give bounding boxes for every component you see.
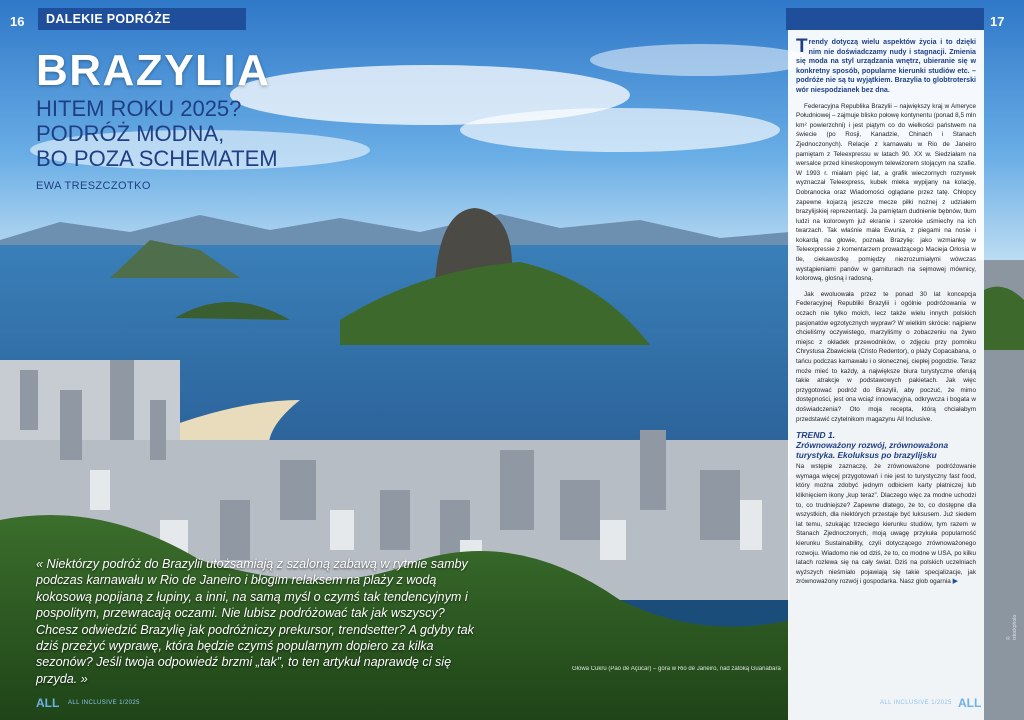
pull-quote: « Niektórzy podróż do Brazylii utożsamiają z szaloną zabawą w rytmie samby podczas karnawału w Rio de Janeiro i błogim relaksem na plaży z wodą kokosową popijaną z łupiny, a inni, na samą myśl o czymś tak tendencyjnym i pospolitym, przewracają oczami. Nie lubisz podróżować tak jak wszyscy? Chcesz odwiedzić Brazylię jak podróżniczy prekursor, trendsetter? A gdyby tak dziś przeżyć wyprawę, która będzie czymś popularnym dopiero za kilka sezonów? Jeśli twoja odpowiedź brzmi „tak”, to ten artykuł naprawdę ci się przyda. » bbox=[36, 557, 474, 686]
header-bar-right bbox=[786, 8, 984, 30]
page-number-right: 17 bbox=[990, 14, 1005, 29]
article-title: BRAZYLIA bbox=[36, 46, 271, 95]
subtitle-line: PODRÓŻ MODNA, bbox=[36, 121, 225, 146]
article-paragraph: Federacyjna Republika Brazylii – największy kraj w Ameryce Południowej – zajmuje blisko połowę kontynentu (ponad 8,5 mln km² powierzchni) i jest piątym co do wielkości państwem na świecie (po Rosji, Kanadzie, Chinach i Stanach Zjednoczonych). Relacje z karnawału w Rio de Janeiro pamiętam z Teleexpressu w latach 90. XX w. Siedziałam na wersalce przed kineskopowym telewizorem stojącym na szafie. W 1993 r. miałam pięć lat, a grafik wieczornych rozrywek wyznaczał Teleexpress, kubek mleka wypijany na kolację, Dobranocka oraz Wiadomości oglądane przez tatę. Chłopcy zapewne kojarzą jeszcze mecze piłki nożnej z udziałem brazylijskiej reprezentacji. Ja pamiętam dudnienie bębnów, tłum ludzi na kolorowym już ekranie i szerokie uśmiechy na ich twarzach. Tak właśnie mała Ewunia, z piegami na nosie i kokardą na głowie, poznała Brazylię: jako wzmiankę w Teleexpressie z komentarzem prowadzącego Macieja Orłosia w tle, ciekawostkę pomiędzy niezrozumiałymi wówczas wystąpieniami panów w garniturach na sejmowej mównicy, kolorową, głośną i radosną. bbox=[796, 102, 976, 283]
section-label: DALEKIE PODRÓŻE bbox=[38, 8, 246, 30]
footer-issue-left: ALL INCLUSIVE 1/2025 bbox=[68, 700, 140, 706]
drop-cap: T bbox=[796, 36, 808, 57]
footer-issue-right: ALL INCLUSIVE 1/2025 bbox=[880, 700, 952, 706]
article-subtitle bbox=[36, 96, 336, 171]
continue-arrow-icon: ▶ bbox=[952, 578, 958, 586]
paragraph-text: Na wstępie zaznaczę, że zrównoważone podróżowanie wymaga więcej przygotowań i nie jest to turystyczny fast food, który można zdobyć jednym odbiciem karty płatniczej lub kliknięciem ikony „kup teraz”. Dlaczego więc za modne uchodzi to, co trudniejsze? Zapewne dlatego, że to, co dostępne dla wszystkich, dla niektórych przestaje być luksusem. Już siedem lat temu, szukając trzeciego kierunku studiów, tym razem w Stanach Zjednoczonych, moją uwagę przykuła popularność kierunku Sustainability, czyli dotyczącego zrównoważonego rozwoju. Wiadomo nie od dziś, że to, co modne w USA, po kilku latach rozlewa się na cały świat. Dziś na polskich uczelniach wyższych nieśmiało pojawiają się takie specjalizacje, jak zrównoważony rozwój i gospodarka. Nasz glob ogarnia bbox=[796, 463, 976, 586]
article-author: EWA TRESZCZOTKO bbox=[36, 180, 151, 192]
trend-heading: Zrównoważony rozwój, zrównoważona turystyka. Ekoluksus po brazylijsku bbox=[796, 440, 949, 461]
photo-credit: © istockphoto bbox=[1006, 614, 1018, 640]
magazine-logo-left: ALL bbox=[36, 696, 60, 710]
subtitle-line: HITEM ROKU 2025? bbox=[36, 96, 242, 121]
page-number-left: 16 bbox=[10, 14, 25, 29]
article-paragraph bbox=[796, 462, 976, 587]
subtitle-line: BO POZA SCHEMATEM bbox=[36, 146, 278, 171]
photo-caption: Głowa Cukru (Pão de Açúcar) – góra w Rio de Janeiro, nad zatoką Guanabara bbox=[572, 666, 781, 672]
article-lead bbox=[796, 38, 976, 96]
article-paragraph: Jak ewoluowała przez te ponad 30 lat koncepcja Federacyjnej Republiki Brazylii i ogólnie podróżowania w oczach nie tylko moich, lecz także wielu innych polskich pasjonatów egzotycznych wypraw? W wielkim skrócie: najpierw chcieliśmy oczywistego, marzyliśmy o zobaczeniu na żywo miejsc z okładek przewodników, o zdjęciu przy pomniku Chrystusa Zbawiciela (Cristo Redentor), o plaży Copacabana, o tańcu podczas karnawału i o słonecznej, ciepłej pogodzie. Teraz może mieć to każdy, a największe biura turystyczne oferują takie atrakcje w podstawowych pakietach. Jak więc przygotować podróż do Brazylii, aby poczuć, że mimo dostępności, jest ona wciąż innowacyjna, odkrywcza i bogata w doświadczenia? Oto moja recepta, którą chciałabym przedstawić czytelnikom magazynu All Inclusive. bbox=[796, 290, 976, 423]
trend-label: TREND 1. bbox=[796, 430, 836, 441]
article-text-column bbox=[788, 30, 984, 720]
lead-text: rendy dotyczą wielu aspektów życia i to dzięki nim nie doświadczamy nudy i stagnacji. Zmienia się moda na styl urządzania wnętrz, ubieranie się w konkretny sposób, popularne kierunki studiów etc. – podróże nie są tu wyjątkiem. Brazylia to globtroterski wór niespodzianek bez dna. bbox=[796, 38, 976, 94]
magazine-logo-right: ALL bbox=[958, 696, 982, 710]
